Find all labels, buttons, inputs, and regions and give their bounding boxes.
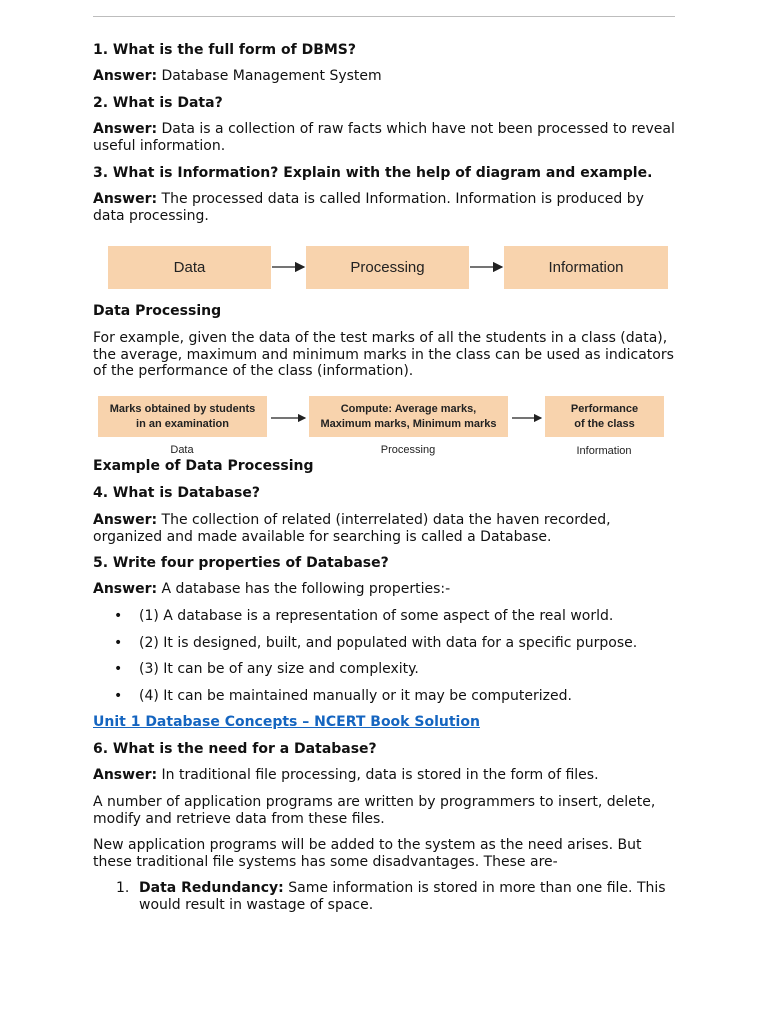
question-1: 1. What is the full form of DBMS? — [93, 42, 357, 58]
list-number: 1. — [116, 880, 130, 896]
list-item: • (2) It is designed, built, and populated with data for a specific purpose. — [93, 635, 675, 662]
answer-label: Answer: — [93, 121, 158, 137]
paragraph-disadvantages: New application programs will be added to the system as the need arises. But these traditional file systems has some disadvantages. These are- — [93, 837, 642, 870]
label-processing: Processing — [380, 444, 436, 456]
diagram-box-information: Information — [504, 246, 668, 289]
answer-label: Answer: — [93, 512, 158, 528]
answer-label: Answer: — [93, 767, 158, 783]
box-line: Compute: Average marks, — [340, 402, 477, 415]
answer-text: Database Management System — [157, 68, 382, 84]
answer-text: In traditional file processing, data is stored in the form of files. — [157, 767, 599, 783]
question-4: 4. What is Database? — [93, 485, 260, 501]
diagram-caption-2: Example of Data Processing — [93, 458, 314, 474]
box-line: in an examination — [136, 417, 229, 430]
question-5: 5. Write four properties of Database? — [93, 555, 389, 571]
list-item: • (1) A database is a representation of some aspect of the real world. — [93, 608, 675, 635]
disadvantages-list — [93, 880, 675, 913]
example-paragraph: For example, given the data of the test marks of all the students in a class (data), the average, maximum and minimum marks in the class can be used as indicators of the performance of the class (information). — [93, 330, 674, 380]
answer-text: The processed data is called Information. Information is produced by data processing. — [93, 191, 644, 224]
list-item: • (4) It can be maintained manually or it may be computerized. — [93, 688, 675, 715]
box-line: Performance — [570, 402, 639, 415]
answer-text: A database has the following properties:- — [157, 581, 451, 597]
answer-5 — [93, 581, 675, 598]
ncert-solution-link-line — [93, 714, 675, 731]
example-diagram-arrows — [0, 0, 768, 500]
question-3: 3. What is Information? Explain with the help of diagram and example. — [93, 165, 653, 181]
answer-text: Data is a collection of raw facts which have not been processed to reveal useful information. — [93, 121, 675, 154]
answer-6 — [93, 767, 675, 784]
answer-label: Answer: — [93, 68, 158, 84]
disadvantage-text: Same information is stored in more than one file. This would result in wastage of space. — [139, 880, 666, 913]
answer-4 — [93, 512, 675, 545]
diagram-caption-1: Data Processing — [93, 303, 222, 319]
answer-text: The collection of related (interrelated) data the haven recorded, organized and made available for searching is called a Database. — [93, 512, 611, 545]
question-6: 6. What is the need for a Database? — [93, 741, 377, 757]
label-information: Information — [576, 445, 632, 457]
box-line: Marks obtained by students — [109, 402, 256, 415]
diagram-box-processing: Processing — [306, 246, 469, 289]
list-item: • (3) It can be of any size and complexity. — [93, 661, 675, 688]
answer-label: Answer: — [93, 191, 158, 207]
answer-label: Answer: — [93, 581, 158, 597]
box-line: of the class — [574, 417, 635, 430]
list-item — [93, 880, 675, 913]
properties-list — [93, 608, 675, 714]
question-2: 2. What is Data? — [93, 95, 223, 111]
paragraph-programs: A number of application programs are written by programmers to insert, delete, modify and retrieve data from these files. — [93, 794, 656, 827]
disadvantage-title: Data Redundancy: — [139, 880, 284, 896]
box-line: Maximum marks, Minimum marks — [320, 417, 497, 430]
ncert-solution-link[interactable]: Unit 1 Database Concepts – NCERT Book Solution — [93, 714, 480, 730]
diagram-box-data: Data — [108, 246, 271, 289]
label-data: Data — [170, 444, 194, 456]
